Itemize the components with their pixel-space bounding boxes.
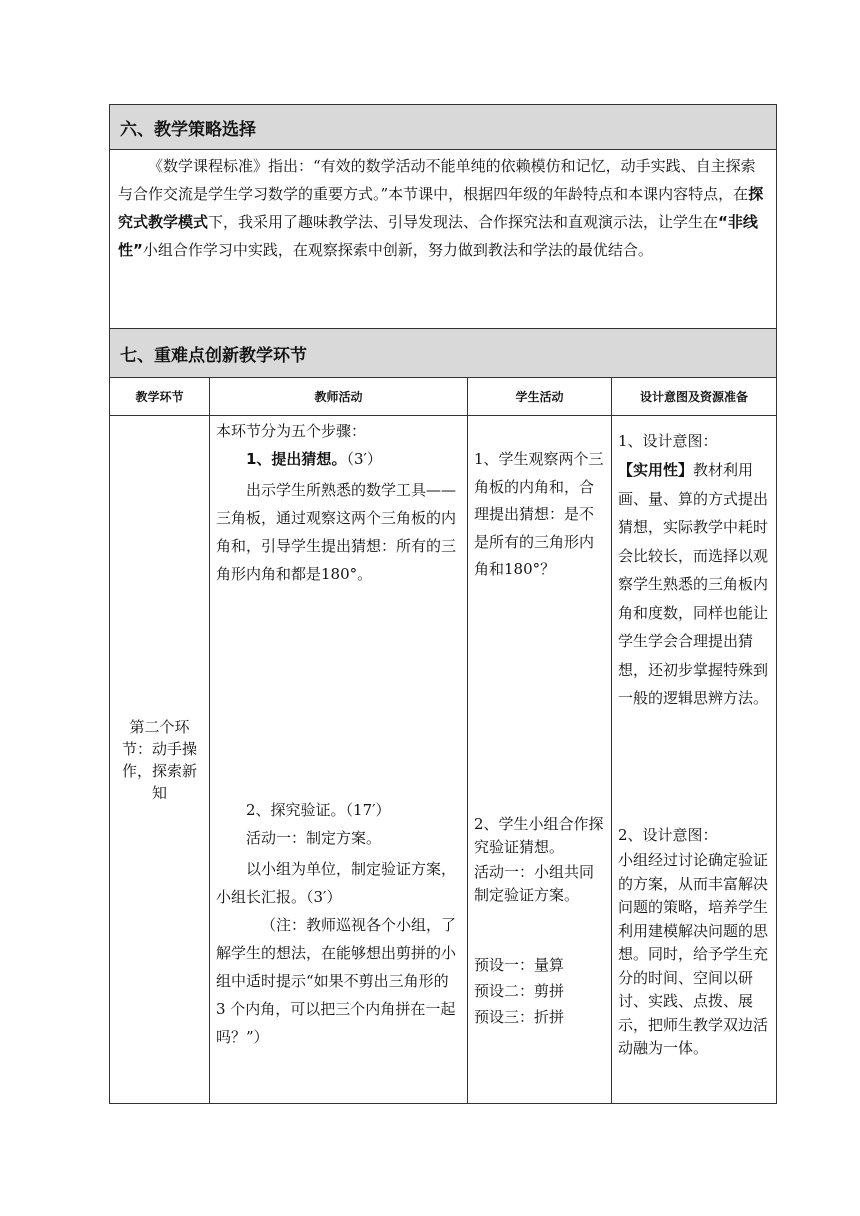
section-7-title: 七、重难点创新教学环节 bbox=[110, 329, 777, 378]
student-activity-cell bbox=[468, 416, 612, 1104]
design-2-text: 小组经过讨论确定验证的方案，从而丰富解决问题的策略，培养学生利用建模解决问题的思想。同时，给予学生充分的时间、空间以研讨、实践、点拨、展示，把师生教学双边活动融为一体。 bbox=[618, 851, 769, 1057]
teacher-activity-cell bbox=[210, 416, 468, 1104]
student-step2: 2、学生小组合作探究验证猜想。 bbox=[474, 815, 604, 856]
section-6-paragraph bbox=[110, 150, 777, 329]
student-step1: 1、学生观察两个三角板的内角和，合理提出猜想：是不是所有的三角形内角和180°？ bbox=[474, 450, 604, 578]
teacher-step2: 2、探究验证。（17′） bbox=[246, 801, 391, 819]
section-6-title: 六、教学策略选择 bbox=[110, 105, 777, 150]
header-stage: 教学环节 bbox=[110, 378, 210, 416]
strategy-text-2: 下，我采用了趣味教学法、引导发现法、合作探究法和直观演示法，让学生在 bbox=[208, 213, 719, 231]
student-activity1: 活动一：小组共同制定验证方案。 bbox=[474, 863, 595, 904]
preset-3: 预设三：折拼 bbox=[474, 1008, 565, 1026]
header-teacher: 教师活动 bbox=[210, 378, 468, 416]
teacher-note: （注：教师巡视各个小组，了解学生的想法，在能够想出剪拼的小组中适时提示“如果不剪出三角形的 3 个内角，可以把三个内角拼在一起吗？”） bbox=[216, 916, 457, 1046]
design-1-title: 1、设计意图： bbox=[618, 432, 718, 450]
design-1-body: 教材利用画、量、算的方式提出猜想，实际教学中耗时会比较长，而选择以观察学生熟悉的三角板内角和度数，同样也能让学生学会合理提出猜想，还初步掌握特殊到一般的逻辑思辨方法。 bbox=[618, 461, 769, 707]
design-1-text bbox=[618, 456, 770, 713]
lesson-plan-table bbox=[109, 104, 777, 1104]
header-student: 学生活动 bbox=[468, 378, 612, 416]
preset-2: 预设二：剪拼 bbox=[474, 982, 565, 1000]
design-2-title: 2、设计意图： bbox=[618, 826, 718, 844]
design-1-bold: 【实用性】 bbox=[618, 461, 694, 479]
preset-1: 预设一：量算 bbox=[474, 956, 565, 974]
header-design: 设计意图及资源准备 bbox=[612, 378, 777, 416]
strategy-bold-1: 探究式教学模式 bbox=[118, 185, 764, 231]
step1-title: 1、提出猜想。 bbox=[246, 450, 347, 468]
step1-time: （3′） bbox=[346, 450, 382, 468]
teacher-activity1-text: 以小组为单位，制定验证方案，小组长汇报。（3′） bbox=[216, 860, 457, 906]
teacher-activity1: 活动一：制定方案。 bbox=[246, 829, 382, 847]
strategy-text-3: 小组合作学习中实践，在观察探索中创新，努力做到教法和学法的最优结合。 bbox=[142, 241, 653, 259]
stage-label: 第二个环节：动手操作，探索新知 bbox=[121, 717, 197, 802]
teacher-step1-text: 出示学生所熟悉的数学工具——三角板，通过观察这两个三角板的内角和，引导学生提出猜想：所有的三角形内角和都是180°。 bbox=[216, 481, 457, 583]
strategy-text-1: 《数学课程标准》指出：“有效的数学活动不能单纯的依赖模仿和记忆，动手实践、自主探索与合作交流是学生学习数学的重要方式。”本节课中，根据四年级的年龄特点和本课内容特点，在 bbox=[118, 157, 756, 203]
strategy-bold-2: “非线性” bbox=[118, 213, 758, 259]
document-page bbox=[109, 104, 776, 1104]
design-intent-cell bbox=[612, 416, 777, 1104]
teacher-step1 bbox=[216, 448, 461, 471]
stage-cell bbox=[110, 416, 210, 1104]
teacher-intro: 本环节分为五个步骤： bbox=[216, 422, 367, 440]
